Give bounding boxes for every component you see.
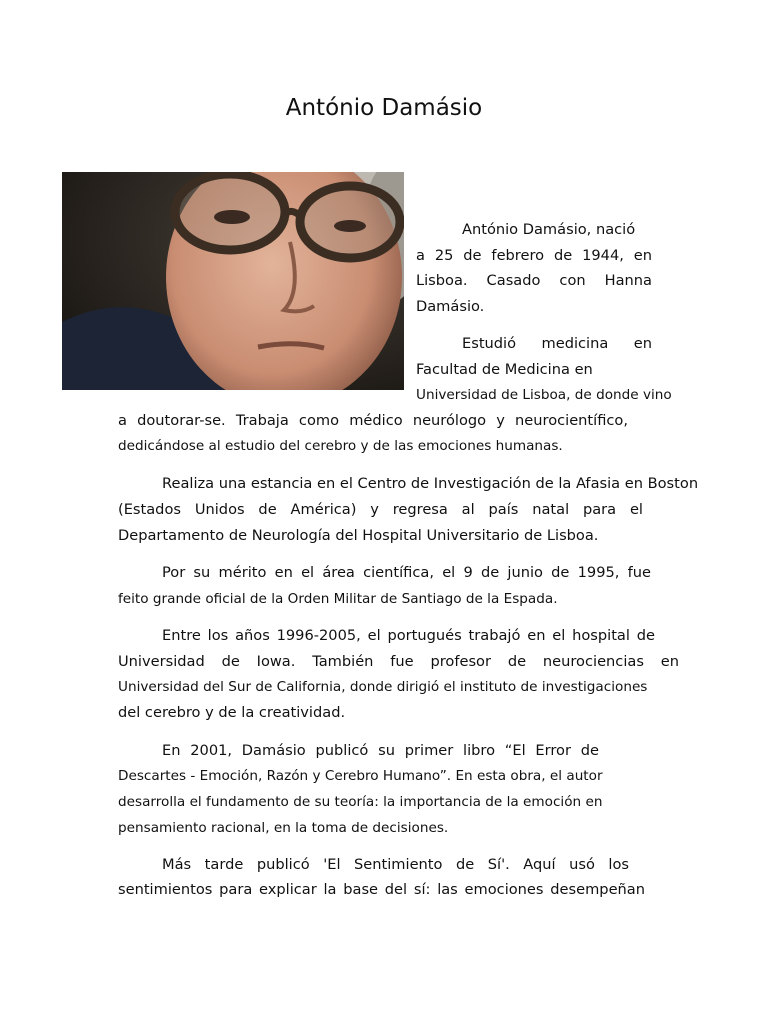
text-line: Universidad de Iowa. También fue profesor de neurociencias en <box>118 653 679 670</box>
text-line: En 2001, Damásio publicó su primer libro “El Error de <box>162 742 599 759</box>
text-line: del cerebro y de la creatividad. <box>118 704 346 721</box>
text-line: a 25 de febrero de 1944, en <box>416 247 652 264</box>
portrait-photo <box>62 172 404 390</box>
text-line: Realiza una estancia en el Centro de Investigación de la Afasia en Boston <box>162 475 699 492</box>
text-line: (Estados Unidos de América) y regresa al país natal para el <box>118 501 643 518</box>
text-line: António Damásio, nació <box>462 221 636 238</box>
text-line: Por su mérito en el área científica, el 9 de junio de 1995, fue <box>162 564 651 581</box>
text-line: Universidad del Sur de California, donde dirigió el instituto de investigaciones <box>118 679 648 695</box>
text-line: Estudió medicina en <box>462 335 652 352</box>
text-line: dedicándose al estudio del cerebro y de las emociones humanas. <box>118 438 563 454</box>
text-line: Universidad de Lisboa, de donde vino <box>416 387 672 403</box>
text-line: a doutorar-se. Trabaja como médico neurólogo y neurocientífico, <box>118 412 628 429</box>
text-line: feito grande oficial de la Orden Militar de Santiago de la Espada. <box>118 591 558 607</box>
text-line: sentimientos para explicar la base del sí: las emociones desempeñan <box>118 881 645 898</box>
text-line: Facultad de Medicina en <box>416 361 593 378</box>
text-line: Entre los años 1996-2005, el portugués trabajó en el hospital de <box>162 627 655 644</box>
text-line: Descartes - Emoción, Razón y Cerebro Humano”. En esta obra, el autor <box>118 768 603 784</box>
text-line: Damásio. <box>416 298 485 315</box>
text-line: Departamento de Neurología del Hospital Universitario de Lisboa. <box>118 527 599 544</box>
text-line: desarrolla el fundamento de su teoría: la importancia de la emoción en <box>118 794 603 810</box>
text-line: Lisboa. Casado con Hanna <box>416 272 652 289</box>
portrait-photo-icon <box>62 172 404 390</box>
text-line: pensamiento racional, en la toma de decisiones. <box>118 820 449 836</box>
text-line: Más tarde publicó 'El Sentimiento de Sí'. Aquí usó los <box>162 856 629 873</box>
page-title: António Damásio <box>285 95 483 121</box>
